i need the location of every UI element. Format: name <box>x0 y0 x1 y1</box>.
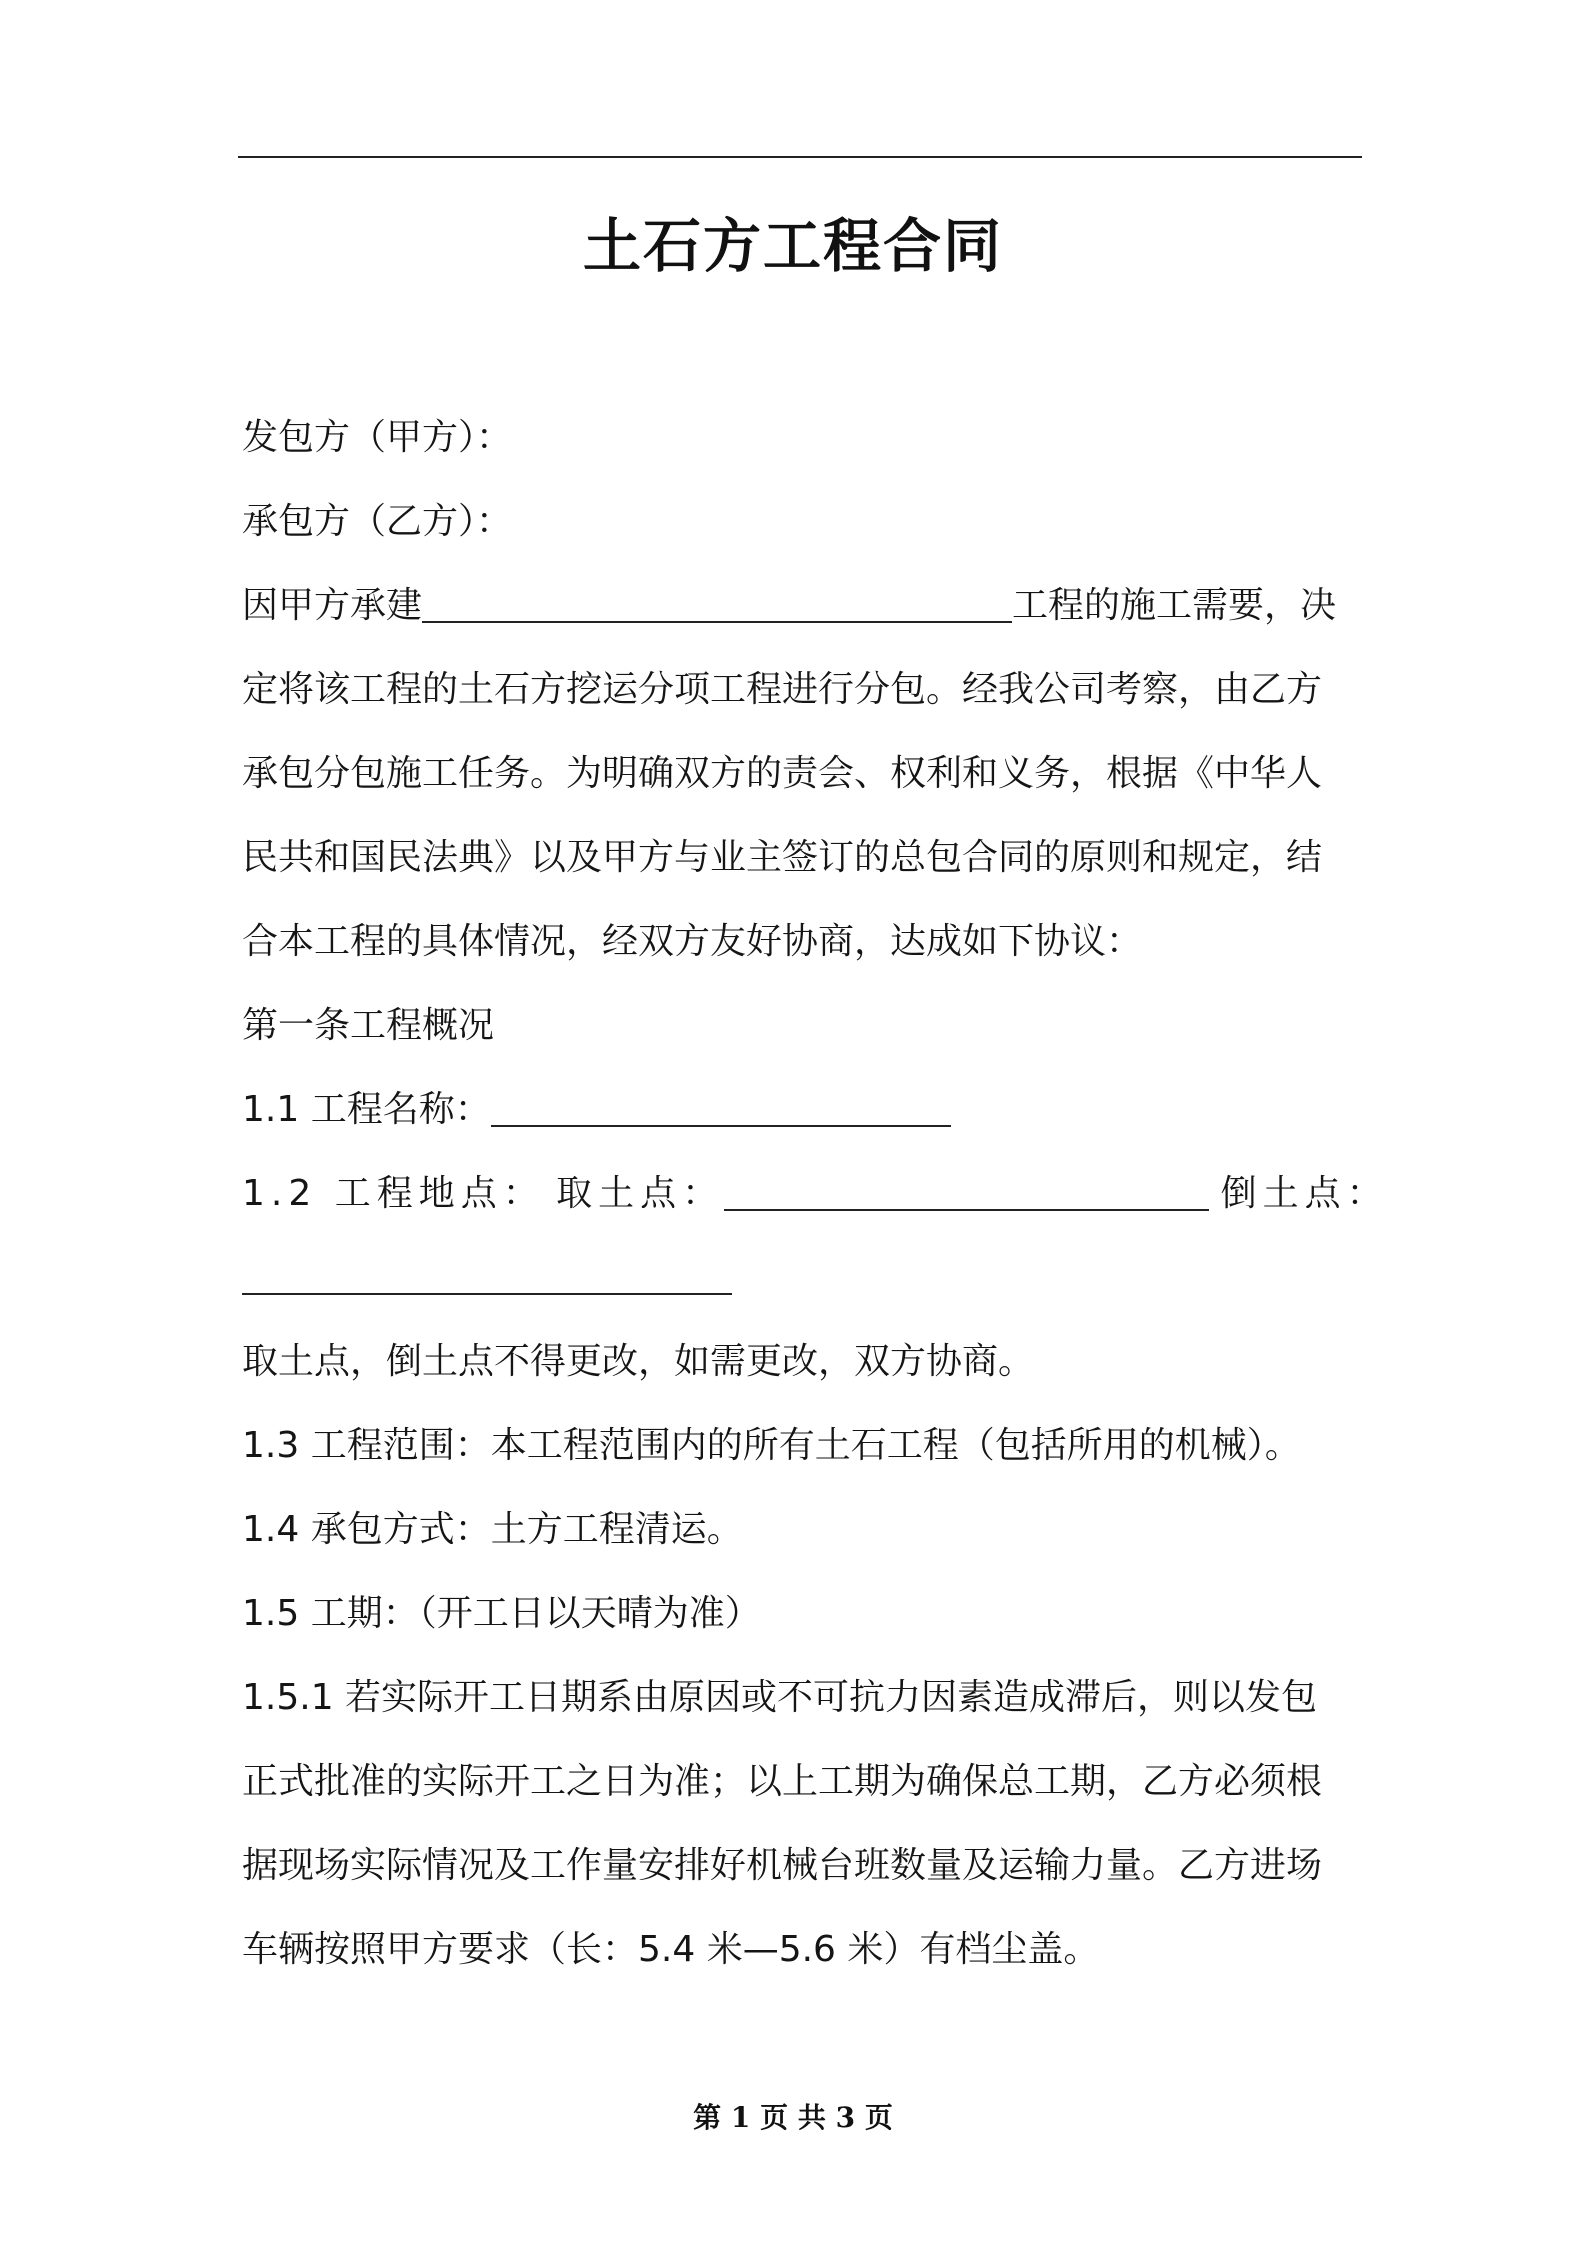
item-1-1 <box>242 1068 1358 1152</box>
header-rule <box>238 156 1362 158</box>
intro-line-1 <box>242 564 1358 648</box>
intro-line-5: 合本工程的具体情况，经双方友好协商，达成如下协议： <box>242 921 1143 962</box>
intro-prefix-text: 因甲方承建 <box>242 585 423 626</box>
intro-line-1-prefix <box>242 564 1336 648</box>
item-1-2-label: 1.2 工程地点： <box>242 1173 545 1214</box>
document-title: 土石方工程合同 <box>582 212 1003 280</box>
intro-suffix-text: 工程的施工需要，决 <box>1012 585 1337 626</box>
item-1-5-1-line-3: 据现场实际情况及工作量安排好机械台班数量及运输力量。乙方进场 <box>242 1845 1323 1886</box>
engineering-name-blank <box>491 1125 951 1127</box>
item-1-2 <box>242 1152 1389 1236</box>
item-1-3: 1.3 工程范围：本工程范围内的所有土石工程（包括所用的机械）。 <box>242 1425 1301 1466</box>
party-b-line: 承包方（乙方）： <box>242 501 513 542</box>
item-1-5-1-line-2: 正式批准的实际开工之日为准；以上工期为确保总工期，乙方必须根 <box>242 1761 1323 1802</box>
page-footer: 第 1 页 共 3 页 <box>693 2101 893 2134</box>
item-1-5: 1.5 工期：（开工日以天晴为准） <box>242 1593 761 1634</box>
item-1-5-1-line-1: 1.5.1 若实际开工日期系由原因或不可抗力因素造成滞后，则以发包 <box>242 1677 1318 1718</box>
item-1-2-note: 取土点，倒土点不得更改，如需更改，双方协商。 <box>242 1341 1035 1382</box>
item-1-4: 1.4 承包方式：土方工程清运。 <box>242 1509 743 1550</box>
take-point-blank <box>724 1209 1209 1211</box>
dump-point-blank-line <box>242 1236 1358 1320</box>
dump-point-blank <box>242 1293 732 1295</box>
article-1-heading: 第一条工程概况 <box>242 1005 495 1046</box>
project-name-blank <box>422 621 1012 623</box>
intro-line-2: 定将该工程的土石方挖运分项工程进行分包。经我公司考察，由乙方 <box>242 669 1323 710</box>
party-a-line: 发包方（甲方）： <box>242 417 513 458</box>
item-1-5-1-line-4: 车辆按照甲方要求（长：5.4 米—5.6 米）有档尘盖。 <box>242 1929 1100 1970</box>
take-point-group <box>556 1152 1209 1236</box>
item-1-1-label: 1.1 工程名称： <box>242 1089 491 1130</box>
intro-line-3: 承包分包施工任务。为明确双方的责会、权利和义务，根据《中华人 <box>242 753 1323 794</box>
dump-point-label: 倒土点： <box>1220 1173 1389 1214</box>
intro-line-4: 民共和国民法典》以及甲方与业主签订的总包合同的原则和规定，结 <box>242 837 1323 878</box>
document-body <box>242 396 1389 1992</box>
take-point-label: 取土点： <box>556 1173 725 1214</box>
